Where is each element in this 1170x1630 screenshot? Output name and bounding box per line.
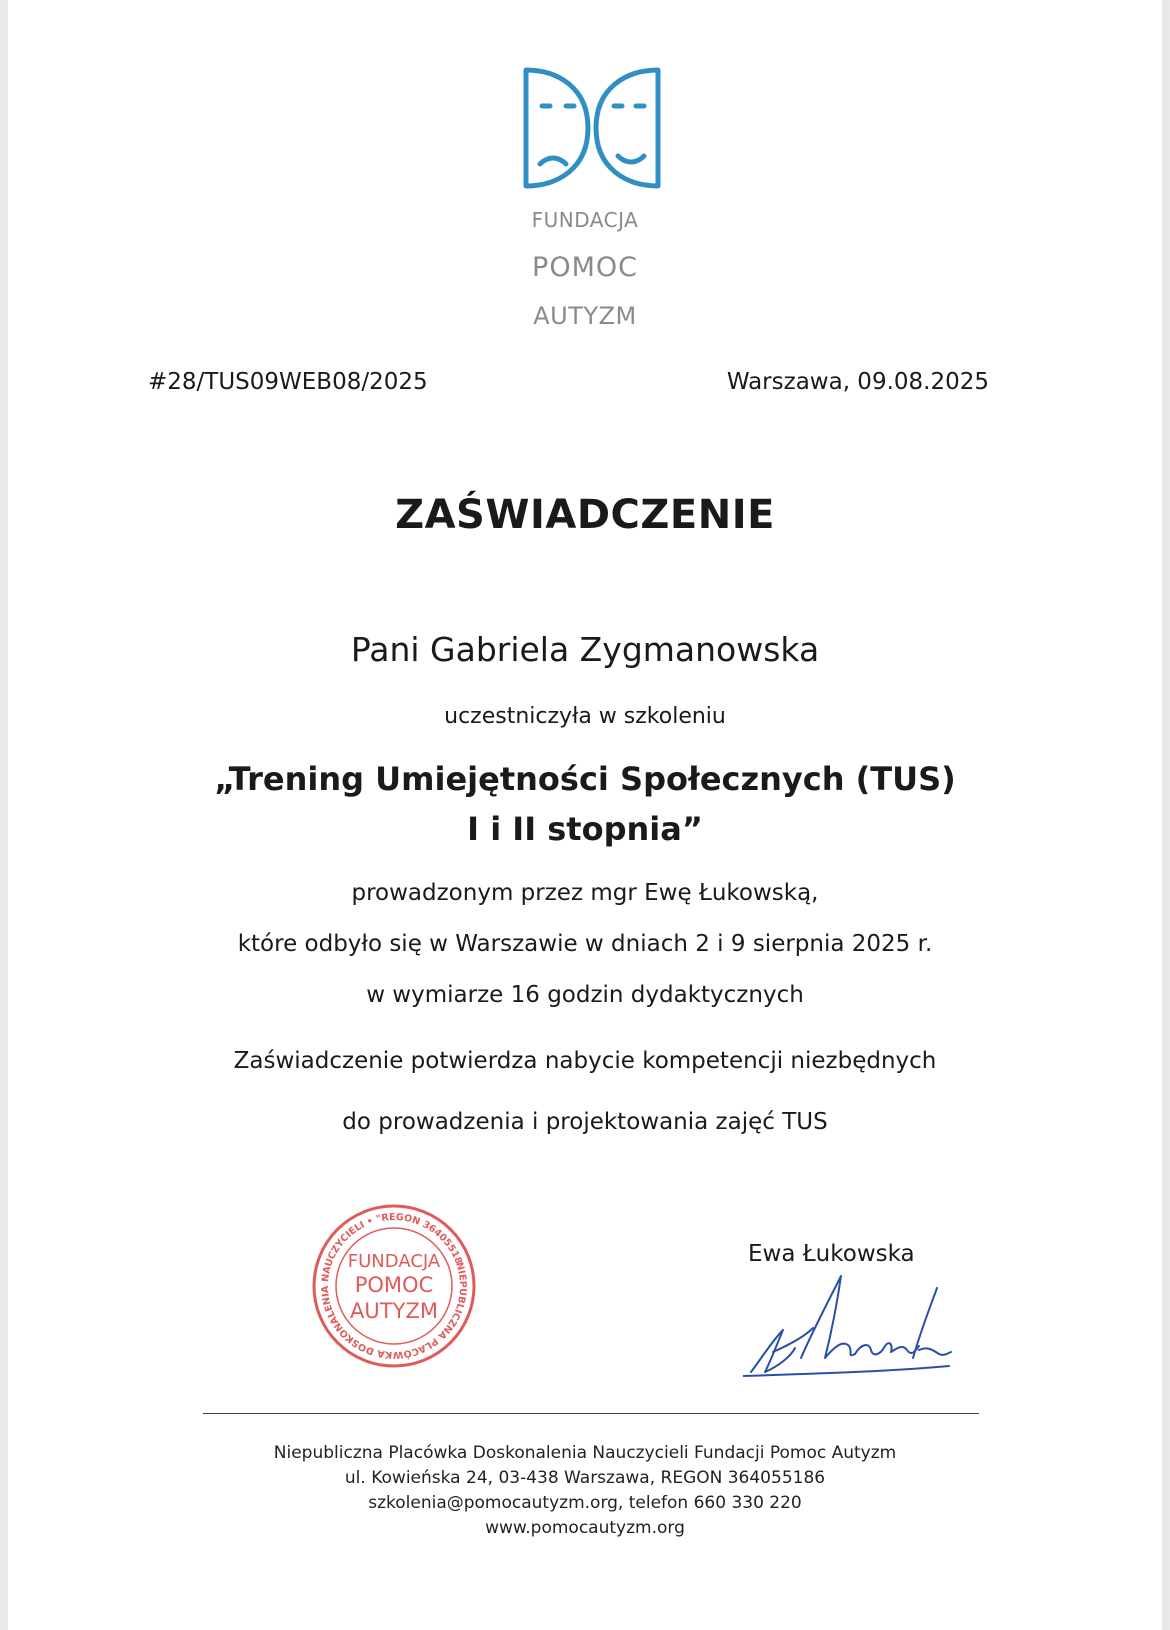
logo-line-autyzm: AUTYZM [533, 302, 637, 330]
stamp-line-pomoc: POMOC [354, 1273, 434, 1297]
course-title-line-1: „Trening Umiejętności Społecznych (TUS) [214, 760, 956, 798]
hours-text: w wymiarze 16 godzin dydaktycznych [366, 982, 804, 1008]
logo-line-pomoc: POMOC [532, 252, 638, 283]
footer-institution: Niepubliczna Placówka Doskonalenia Nauczycieli Fundacji Pomoc Autyzm [273, 1443, 897, 1463]
course-title-line-2: I i II stopnia” [467, 810, 703, 848]
stamp-ring-text: NIEPUBLICZNA PLACÓWKA DOSKONALENIA NAUCZYCIELI • "REGON 364055186" [319, 1211, 469, 1361]
confirmation-line-1: Zaświadczenie potwierdza nabycie kompetencji niezbędnych [233, 1048, 937, 1074]
recipient-name: Pani Gabriela Zygmanowska [350, 630, 820, 669]
confirmation-line-2: do prowadzenia i projektowania zajęć TUS [342, 1109, 828, 1135]
course-title [8, 754, 1162, 854]
logo-line-fundacja: FUNDACJA [531, 208, 639, 232]
stamp-line-autyzm: AUTYZM [350, 1299, 438, 1323]
footer-address: ul. Kowieńska 24, 03-438 Warszawa, REGON 364055186 [344, 1468, 826, 1488]
participation-text: uczestniczyła w szkoleniu [444, 704, 726, 729]
place-and-date: Warszawa, 09.08.2025 [726, 369, 989, 395]
stamp-line-fundacja: FUNDACJA [347, 1251, 441, 1272]
handwritten-signature [743, 1270, 953, 1380]
certificate-page [8, 0, 1162, 1630]
footer-contact: szkolenia@pomocautyzm.org, telefon 660 330 220 [368, 1493, 802, 1513]
reference-number: #28/TUS09WEB08/2025 [148, 369, 428, 395]
signer-name: Ewa Łukowska [748, 1241, 915, 1267]
dates-text: które odbyło się w Warszawie w dniach 2 i 9 sierpnia 2025 r. [237, 931, 933, 957]
footer-website: www.pomocautyzm.org [485, 1518, 685, 1538]
instructor-text: prowadzonym przez mgr Ewę Łukowską, [351, 880, 819, 906]
foundation-stamp [311, 1203, 477, 1369]
certificate-title: ZAŚWIADCZENIE [395, 492, 775, 538]
theatre-masks-logo-icon [522, 66, 662, 196]
footer-divider [203, 1413, 979, 1414]
